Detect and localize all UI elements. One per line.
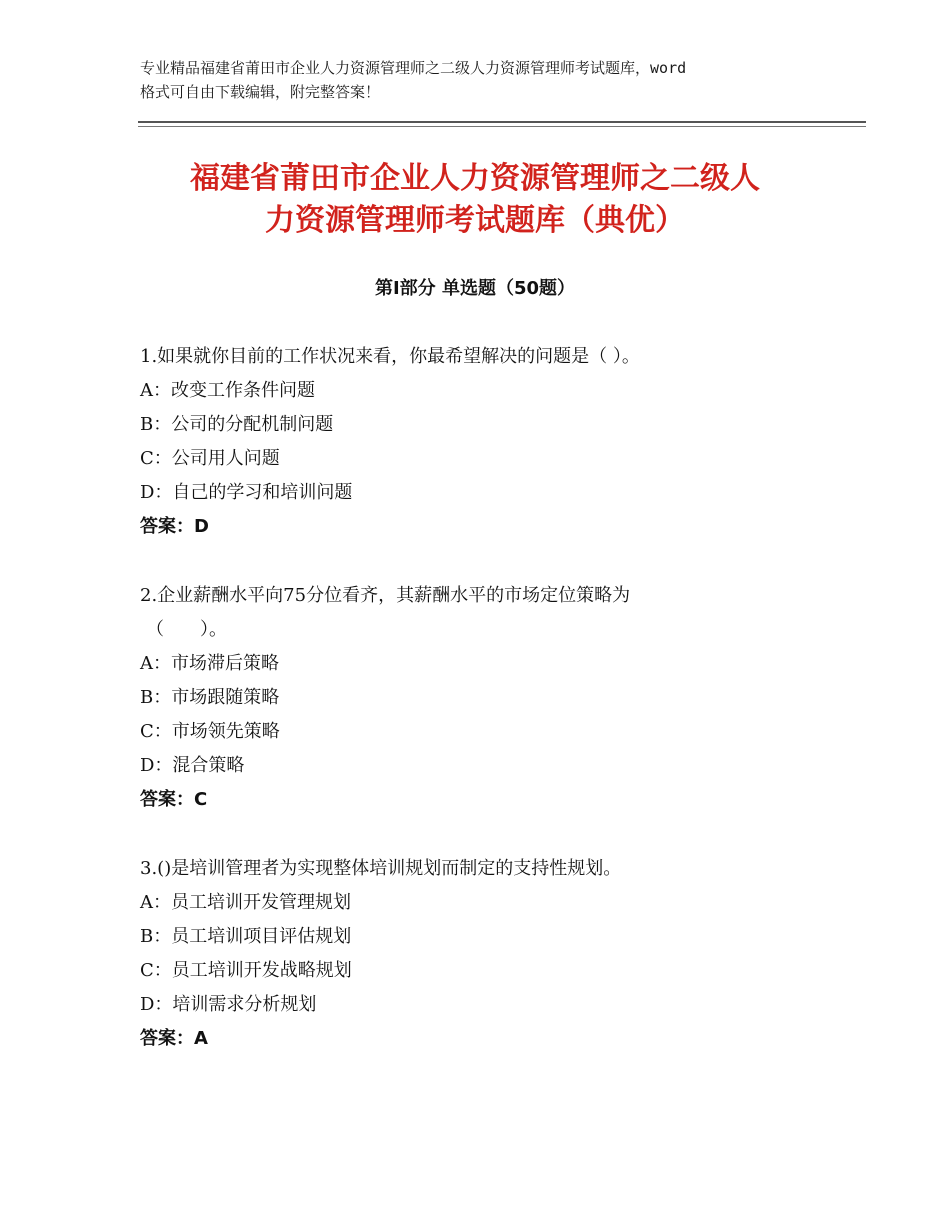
answer-line: 答案：C [140,789,208,810]
question-2 [140,579,840,817]
question-stem-continuation: （ ）。 [146,619,227,640]
header-note [140,56,820,104]
header-divider-thin [138,126,866,127]
option-c: C：市场领先策略 [140,721,280,742]
option-b: B：市场跟随策略 [140,687,280,708]
option-c: C：公司用人问题 [140,448,280,469]
document-title [120,158,830,242]
header-note-line-1: 专业精品福建省莆田市企业人力资源管理师之二级人力资源管理师考试题库，word [140,59,687,77]
option-b: B：员工培训项目评估规划 [140,926,352,947]
answer-line: 答案：D [140,516,209,537]
document-title-line-1: 福建省莆田市企业人力资源管理师之二级人 [190,161,760,196]
header-divider-thick [138,121,866,123]
question-stem: 3.()是培训管理者为实现整体培训规划而制定的支持性规划。 [140,858,622,879]
option-a: A：市场滞后策略 [140,653,279,674]
question-1 [140,340,840,544]
option-d: D：自己的学习和培训问题 [140,482,353,503]
option-d: D：混合策略 [140,755,245,776]
option-c: C：员工培训开发战略规划 [140,960,352,981]
option-a: A：员工培训开发管理规划 [140,892,351,913]
header-note-line-2: 格式可自由下载编辑，附完整答案！ [140,83,381,101]
question-3 [140,852,840,1056]
option-d: D：培训需求分析规划 [140,994,317,1015]
answer-line: 答案：A [140,1028,208,1049]
option-a: A：改变工作条件问题 [140,380,315,401]
document-title-line-2: 力资源管理师考试题库（典优） [265,203,685,238]
option-b: B：公司的分配机制问题 [140,414,334,435]
question-stem: 1.如果就你目前的工作状况来看，你最希望解决的问题是（ ）。 [140,346,640,367]
question-stem: 2.企业薪酬水平向75分位看齐，其薪酬水平的市场定位策略为 [140,585,631,606]
section-title: 第Ⅰ部分 单选题（50题） [374,278,575,299]
